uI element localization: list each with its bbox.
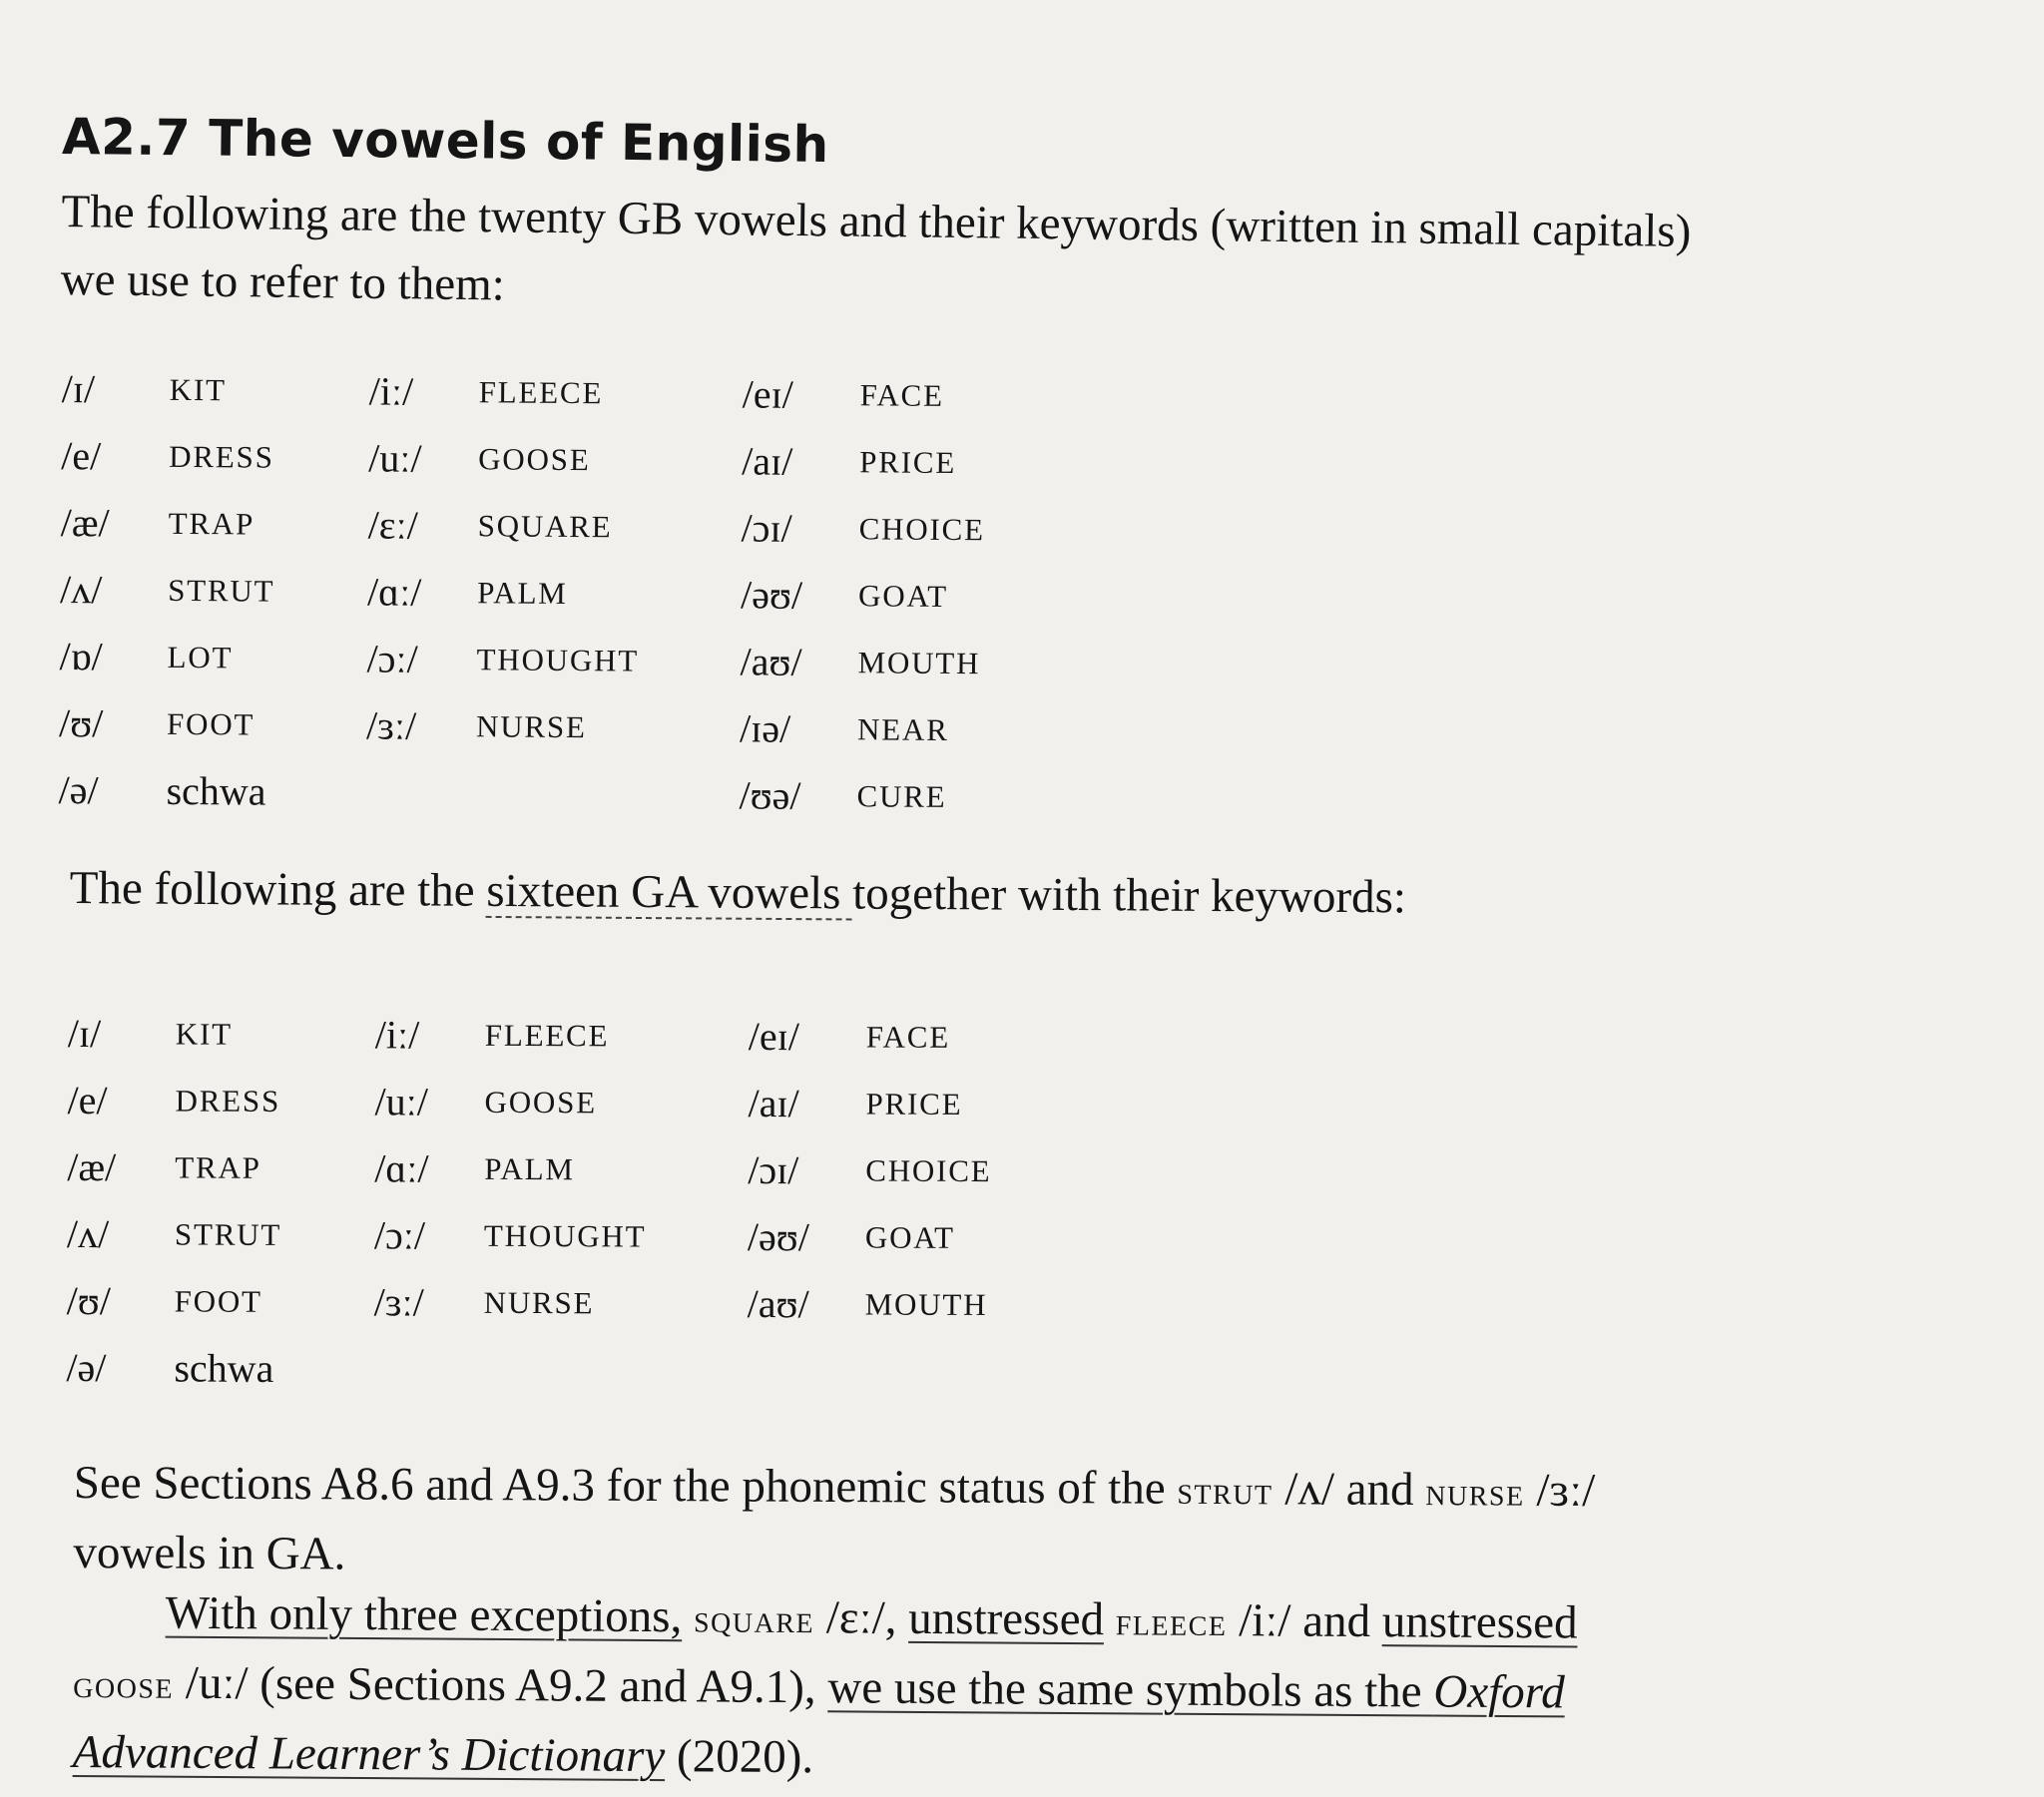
vowel-symbol: /iː/	[374, 1012, 420, 1058]
vowel-symbol: /ɑː/	[374, 1145, 429, 1191]
exc-underlined-4: we use the same symbols as the	[827, 1661, 1434, 1718]
vowel-symbol: /əʊ/	[740, 572, 803, 618]
vowel-keyword: GOOSE	[484, 1084, 597, 1120]
vowel-keyword: schwa	[174, 1345, 274, 1391]
vowel-keyword: DRESS	[175, 1082, 281, 1119]
section-heading: A2.7 The vowels of English	[61, 108, 830, 175]
exc-underlined-1: With only three exceptions,	[165, 1586, 683, 1643]
vowel-symbol: /ɪ/	[61, 365, 96, 412]
vowel-symbol: /uː/	[368, 435, 422, 481]
vowel-symbol: /e/	[61, 432, 102, 479]
vowel-symbol: /uː/	[374, 1079, 428, 1124]
vowel-symbol: /ɔː/	[373, 1212, 426, 1258]
vowel-symbol: /iː/	[368, 368, 414, 414]
see-text-3: /ɜː/	[1524, 1464, 1596, 1517]
vowel-row	[61, 355, 1059, 430]
vowel-row	[67, 1267, 1065, 1338]
vowel-row	[67, 1133, 1065, 1204]
vowel-symbol: /ɛː/	[367, 502, 418, 548]
vowel-symbol: /ə/	[66, 1344, 107, 1391]
see-text-2: /ʌ/ and	[1273, 1463, 1426, 1517]
exc-italic-dictionary: Advanced Learner’s Dictionary	[72, 1725, 666, 1783]
vowel-keyword: SQUARE	[477, 507, 613, 544]
vowel-keyword	[864, 1337, 1064, 1405]
vowel-keyword: STRUT	[174, 1215, 282, 1252]
vowel-symbol	[373, 1335, 483, 1402]
vowel-keyword: PALM	[477, 574, 568, 611]
vowel-keyword: NURSE	[475, 707, 587, 744]
vowel-keyword: FACE	[865, 1018, 951, 1055]
vowel-symbol: /e/	[67, 1077, 108, 1123]
vowel-symbol: /æ/	[67, 1143, 117, 1190]
vowel-row	[59, 689, 1057, 764]
vowel-keyword: KIT	[169, 371, 227, 407]
vowel-symbol: /ɪ/	[67, 1010, 102, 1057]
ga-intro-before: The following are the	[69, 861, 487, 917]
exc-text-1	[682, 1590, 694, 1642]
vowel-symbol: /ɜː/	[373, 1279, 424, 1325]
vowel-symbol: /ʊ/	[66, 1277, 111, 1324]
vowel-keyword: THOUGHT	[483, 1217, 647, 1254]
exc-underlined-3: unstressed	[1381, 1595, 1578, 1649]
gb-intro-paragraph	[60, 178, 1918, 336]
vowel-symbol: /eɪ/	[742, 371, 793, 417]
ga-intro-underlined: sixteen GA vowels	[486, 864, 853, 920]
vowel-keyword: NEAR	[856, 710, 949, 747]
ga-vowel-table	[66, 1000, 1066, 1405]
gb-vowel-rows	[58, 355, 1060, 831]
see-sections-paragraph	[73, 1449, 1595, 1594]
exc-text-5: /uː/ (see Sections A9.2 and A9.1),	[173, 1656, 828, 1714]
vowel-keyword: KIT	[175, 1015, 233, 1052]
vowel-keyword: FLEECE	[478, 373, 604, 410]
exc-underlined-2: unstressed	[908, 1591, 1105, 1646]
vowel-symbol: /əʊ/	[747, 1213, 810, 1260]
vowel-row	[60, 489, 1058, 564]
vowel-row	[59, 623, 1057, 697]
see-line-2: vowels in GA.	[73, 1526, 346, 1580]
vowel-keyword: FLEECE	[484, 1017, 610, 1053]
vowel-keyword: FOOT	[174, 1282, 262, 1319]
vowel-row	[58, 756, 1056, 831]
vowel-symbol: /ɔː/	[366, 636, 418, 681]
vowel-keyword: CURE	[856, 777, 947, 814]
vowel-keyword: STRUT	[168, 572, 275, 609]
vowel-symbol: /ɔɪ/	[748, 1146, 799, 1193]
ga-intro-after: together with their keywords:	[852, 867, 1407, 924]
exc-text-2: /ɛː/,	[813, 1591, 909, 1644]
vowel-keyword: schwa	[166, 767, 266, 814]
exc-italic-oxford: Oxford	[1433, 1665, 1565, 1719]
exceptions-paragraph	[73, 1578, 1578, 1797]
vowel-symbol: /aɪ/	[742, 438, 793, 484]
vowel-symbol: /ʊ/	[58, 699, 104, 746]
vowel-keyword: PRICE	[865, 1085, 963, 1122]
vowel-keyword	[475, 759, 740, 828]
vowel-keyword: FACE	[859, 376, 944, 413]
vowel-row	[67, 1200, 1065, 1271]
vowel-symbol: /ɔɪ/	[741, 505, 792, 551]
vowel-keyword: GOAT	[858, 577, 949, 614]
vowel-symbol: /aʊ/	[740, 639, 802, 684]
vowel-keyword: MOUTH	[857, 644, 981, 680]
vowel-keyword: THOUGHT	[476, 641, 640, 678]
vowel-row	[61, 422, 1059, 497]
vowel-keyword: NURSE	[483, 1284, 595, 1320]
vowel-row	[67, 1067, 1065, 1137]
vowel-symbol: /ɒ/	[59, 633, 103, 679]
vowel-row	[68, 1000, 1066, 1071]
see-text-1: See Sections A8.6 and A9.3 for the phonemic status of the	[73, 1456, 1178, 1515]
vowel-symbol: /aʊ/	[747, 1280, 809, 1327]
vowel-keyword: TRAP	[168, 505, 256, 542]
vowel-keyword: PRICE	[859, 443, 957, 480]
exc-keyword-square: square	[693, 1595, 815, 1642]
vowel-symbol: /ə/	[58, 766, 99, 813]
vowel-keyword: FOOT	[166, 705, 256, 742]
vowel-symbol: /aɪ/	[748, 1080, 799, 1126]
vowel-symbol	[747, 1337, 864, 1405]
gb-intro-line-2: we use to refer to them:	[60, 252, 506, 311]
vowel-symbol: /ʊə/	[739, 772, 801, 818]
vowel-symbol: /ɪə/	[739, 705, 791, 751]
vowel-keyword: LOT	[167, 639, 234, 674]
see-keyword-strut: strut	[1177, 1467, 1274, 1514]
vowel-keyword: GOAT	[864, 1218, 955, 1255]
vowel-row	[66, 1334, 1064, 1405]
exc-text-3	[1104, 1593, 1116, 1645]
vowel-keyword: TRAP	[175, 1148, 261, 1185]
vowel-keyword: PALM	[484, 1150, 575, 1186]
vowel-keyword: CHOICE	[865, 1151, 992, 1188]
exc-keyword-goose: goose	[73, 1660, 175, 1707]
gb-intro-line-1: The following are the twenty GB vowels and their keywords (written in small capitals)	[61, 185, 1692, 257]
ga-intro-paragraph	[70, 854, 1407, 931]
vowel-keyword: DRESS	[169, 438, 274, 475]
vowel-keyword: GOOSE	[478, 440, 591, 477]
ga-vowel-rows	[66, 1000, 1066, 1405]
see-keyword-nurse: nurse	[1425, 1469, 1525, 1515]
vowel-symbol: /æ/	[60, 499, 110, 546]
vowel-symbol: /ʌ/	[66, 1210, 110, 1257]
gb-vowel-table	[58, 355, 1060, 831]
vowel-row	[60, 556, 1058, 631]
vowel-keyword: CHOICE	[858, 510, 985, 547]
vowel-symbol: /ʌ/	[59, 566, 103, 613]
exc-text-6: (2020).	[665, 1730, 814, 1784]
vowel-symbol: /ɜː/	[365, 702, 417, 748]
exc-text-4: /iː/ and	[1227, 1594, 1383, 1648]
vowel-keyword	[483, 1336, 747, 1404]
vowel-keyword: MOUTH	[864, 1285, 988, 1322]
vowel-symbol: /eɪ/	[748, 1013, 800, 1060]
vowel-symbol	[365, 758, 476, 826]
vowel-symbol: /ɑː/	[366, 569, 422, 615]
exc-keyword-fleece: fleece	[1115, 1598, 1228, 1645]
